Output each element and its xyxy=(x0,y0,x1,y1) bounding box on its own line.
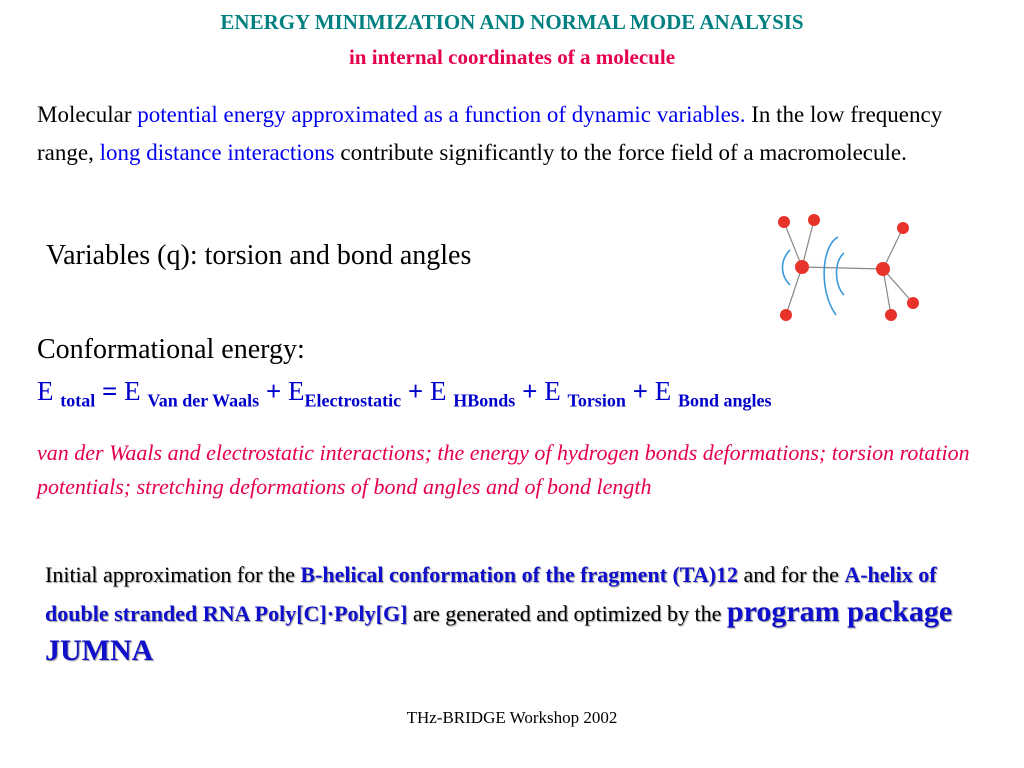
eq-term: E xyxy=(654,376,678,406)
jumna-text-2: and for the xyxy=(738,562,845,587)
jumna-paragraph xyxy=(45,556,1005,671)
eq-operator: = xyxy=(95,376,125,406)
bond-line xyxy=(802,267,883,269)
intro-highlight-1: potential energy approximated as a function of dynamic variables. xyxy=(137,102,746,127)
intro-highlight-2: long distance interactions xyxy=(99,140,335,165)
eq-subscript: Electrostatic xyxy=(304,390,402,411)
bond-line xyxy=(802,220,814,267)
intro-paragraph xyxy=(37,96,987,172)
jumna-text-1: Initial approximation for the xyxy=(45,562,301,587)
eq-operator: + xyxy=(515,376,545,406)
eq-term: E xyxy=(430,376,454,406)
slide-footer: THz-BRIDGE Workshop 2002 xyxy=(406,708,618,727)
energy-equation xyxy=(37,376,772,411)
atom xyxy=(897,222,909,234)
conformational-energy-label: Conformational energy: xyxy=(37,334,305,365)
molecule-diagram xyxy=(764,205,924,325)
intro-text-2: In the low frequency range, xyxy=(37,102,943,165)
eq-term: E xyxy=(544,376,568,406)
energy-terms-description: van der Waals and electrostatic interactions; the energy of hydrogen bonds deformations; torsion rotation potentials; stretching deformations of bond angles and of bond length xyxy=(37,440,970,499)
torsion-arc-inner xyxy=(837,253,845,295)
jumna-highlight-2: A-helix of double stranded RNA Poly[C]·Poly[G] xyxy=(45,562,937,626)
eq-term: E xyxy=(124,376,148,406)
jumna-text-3: are generated and optimized by the xyxy=(407,601,727,626)
eq-term: E xyxy=(37,376,61,406)
eq-operator: + xyxy=(259,376,288,406)
eq-subscript: total xyxy=(60,390,96,411)
atom xyxy=(778,216,790,228)
eq-operator: + xyxy=(401,376,431,406)
atom xyxy=(780,309,792,321)
slide-title: ENERGY MINIMIZATION AND NORMAL MODE ANALYSIS xyxy=(220,10,804,34)
eq-subscript: Bond angles xyxy=(677,390,772,411)
intro-text-3: contribute significantly to the force field of a macromolecule. xyxy=(334,140,907,165)
eq-subscript: HBonds xyxy=(453,390,516,411)
variables-line: Variables (q): torsion and bond angles xyxy=(46,240,472,271)
atom xyxy=(808,214,820,226)
atom xyxy=(795,260,809,274)
bond-line xyxy=(786,267,802,315)
atom xyxy=(876,262,890,276)
eq-subscript: Torsion xyxy=(567,390,626,411)
atom xyxy=(885,309,897,321)
jumna-highlight-3: program package JUMNA xyxy=(45,595,953,667)
molecule-atoms xyxy=(778,214,919,321)
bond-line xyxy=(784,222,802,267)
eq-operator: + xyxy=(625,376,655,406)
rotation-arcs xyxy=(783,237,845,315)
eq-subscript: Van der Waals xyxy=(147,390,260,411)
slide-subtitle: in internal coordinates of a molecule xyxy=(348,45,676,69)
bond-angle-arc xyxy=(783,250,791,285)
jumna-highlight-1: B-helical conformation of the fragment (TA)12 xyxy=(300,562,739,587)
intro-text-1: Molecular xyxy=(37,102,138,127)
eq-term: E xyxy=(288,376,305,406)
atom xyxy=(907,297,919,309)
